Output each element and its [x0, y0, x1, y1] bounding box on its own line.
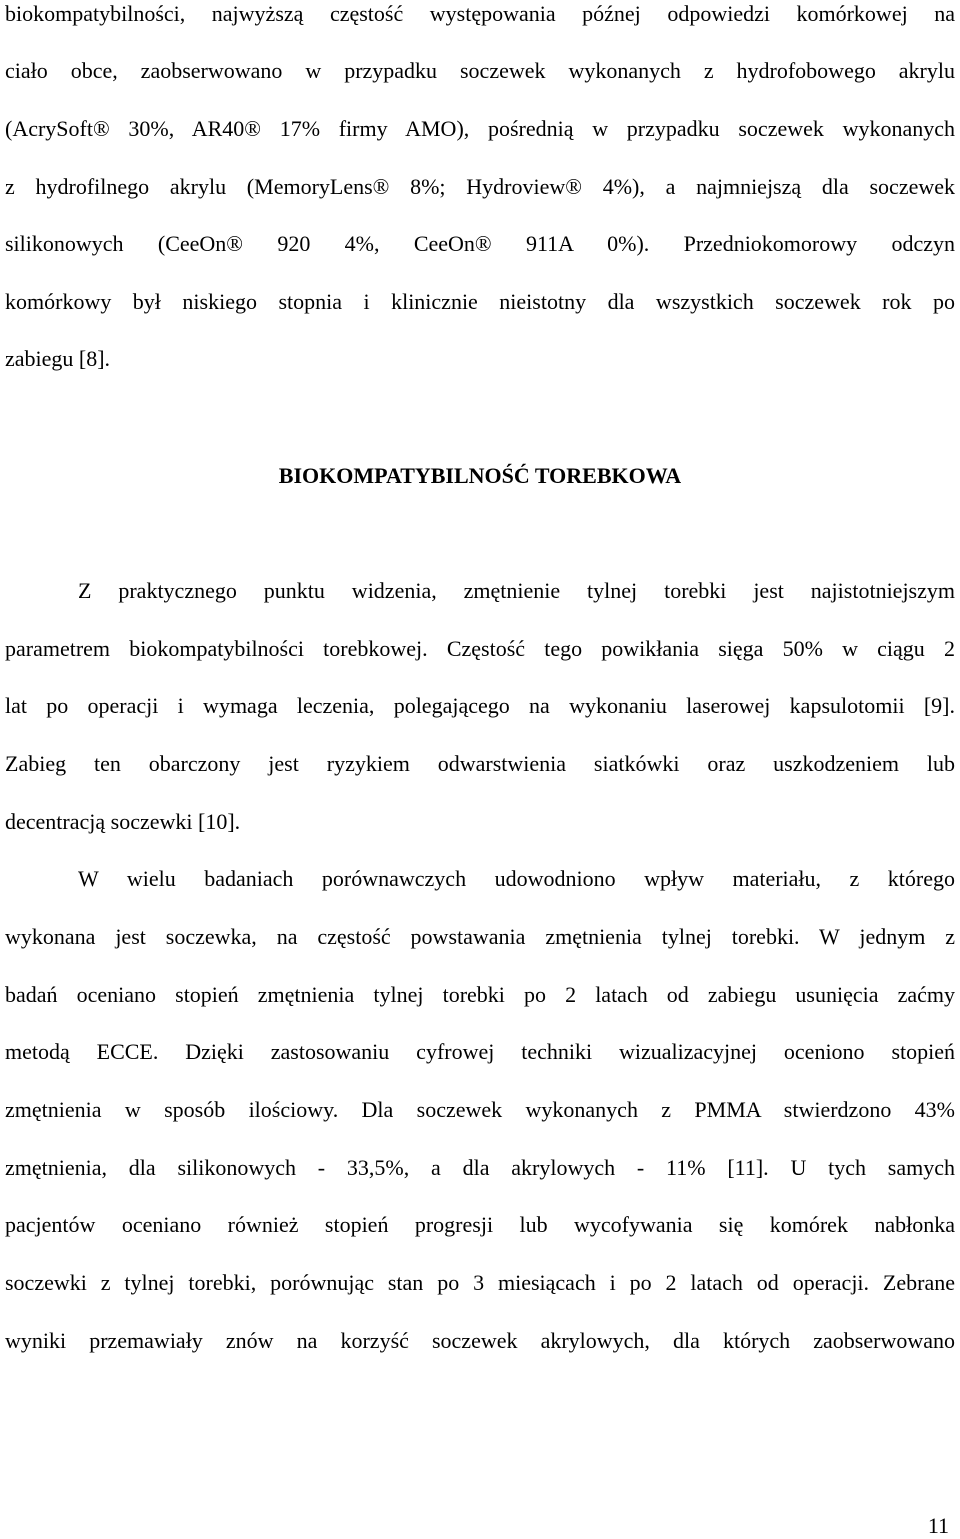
- text-line: lat po operacji i wymaga leczenia, polegającego na wykonaniu laserowej kapsulotomii [9].: [5, 693, 955, 718]
- text-line: zabiegu [8].: [5, 346, 111, 371]
- text-line: biokompatybilności, najwyższą częstość występowania późnej odpowiedzi komórkowej na: [5, 1, 955, 26]
- text-line: metodą ECCE. Dzięki zastosowaniu cyfrowej techniki wizualizacyjnej oceniono stopień: [5, 1039, 955, 1064]
- text-line: pacjentów oceniano również stopień progresji lub wycofywania się komórek nabłonka: [5, 1212, 955, 1237]
- text-line: wykonana jest soczewka, na częstość powstawania zmętnienia tylnej torebki. W jednym z: [5, 924, 955, 949]
- text-line: Zabieg ten obarczony jest ryzykiem odwarstwienia siatkówki oraz uszkodzeniem lub: [5, 751, 955, 776]
- text-line: soczewki z tylnej torebki, porównując stan po 3 miesiącach i po 2 latach od operacji. Zebrane: [5, 1270, 955, 1295]
- section-heading: BIOKOMPATYBILNOŚĆ TOREBKOWA: [278, 463, 682, 488]
- text-line: silikonowych (CeeOn® 920 4%, CeeOn® 911A 0%). Przedniokomorowy odczyn: [5, 231, 955, 256]
- text-line: (AcrySoft® 30%, AR40® 17% firmy AMO), pośrednią w przypadku soczewek wykonanych: [5, 116, 955, 141]
- text-line: decentracją soczewki [10].: [5, 809, 241, 834]
- page-number: 11: [927, 1513, 949, 1538]
- text-line: zmętnienia w sposób ilościowy. Dla soczewek wykonanych z PMMA stwierdzono 43%: [5, 1097, 955, 1122]
- text-line: ciało obce, zaobserwowano w przypadku soczewek wykonanych z hydrofobowego akrylu: [5, 58, 955, 83]
- text-line: badań oceniano stopień zmętnienia tylnej torebki po 2 latach od zabiegu usunięcia zaćmy: [5, 982, 955, 1007]
- text-line: Z praktycznego punktu widzenia, zmętnienie tylnej torebki jest najistotniejszym: [78, 578, 955, 603]
- text-line: komórkowy był niskiego stopnia i klinicznie nieistotny dla wszystkich soczewek rok po: [5, 289, 955, 314]
- text-line: W wielu badaniach porównawczych udowodniono wpływ materiału, z którego: [78, 866, 955, 891]
- text-line: wyniki przemawiały znów na korzyść soczewek akrylowych, dla których zaobserwowano: [5, 1328, 955, 1353]
- document-page: [5, 0, 955, 1537]
- text-line: zmętnienia, dla silikonowych - 33,5%, a dla akrylowych - 11% [11]. U tych samych: [5, 1155, 955, 1180]
- text-line: parametrem biokompatybilności torebkowej. Częstość tego powikłania sięga 50% w ciągu 2: [5, 636, 955, 661]
- text-line: z hydrofilnego akrylu (MemoryLens® 8%; Hydroview® 4%), a najmniejszą dla soczewek: [5, 174, 955, 199]
